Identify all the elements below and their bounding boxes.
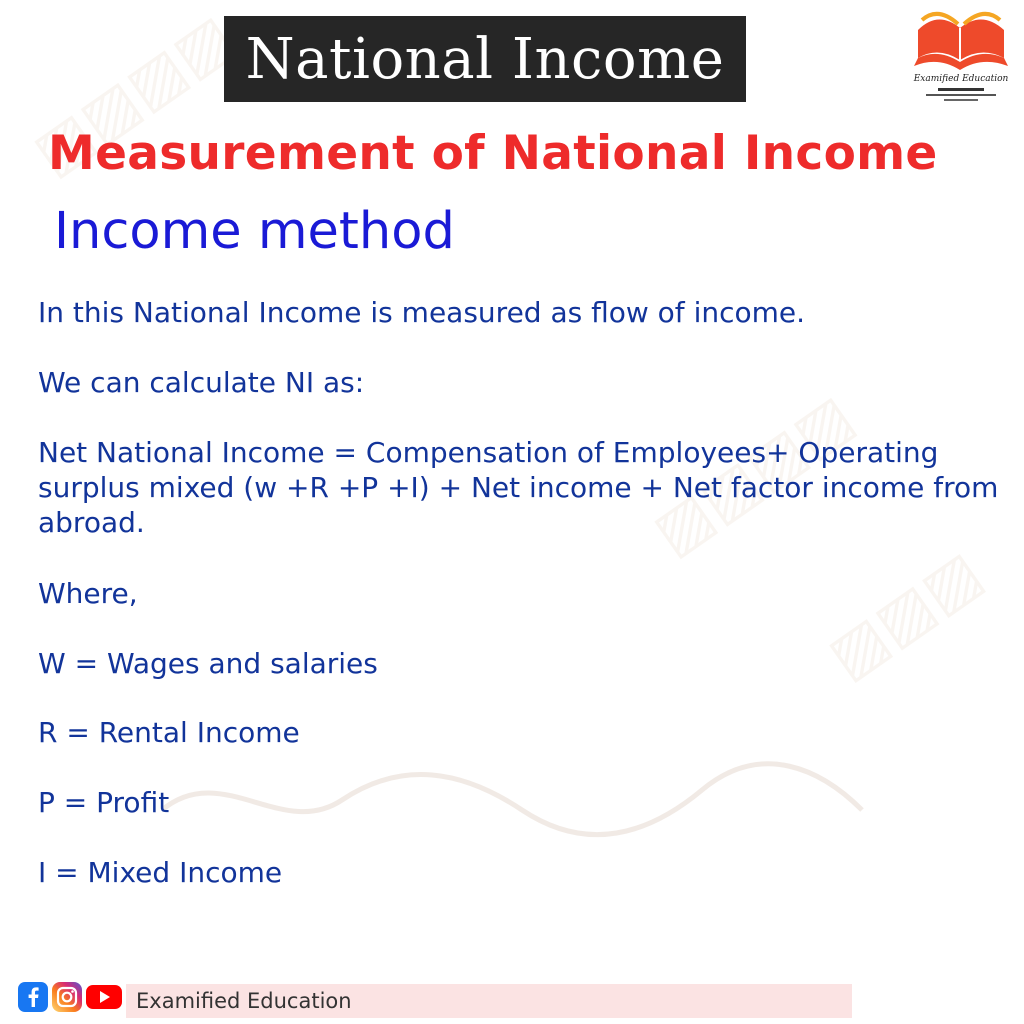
intro-paragraph: In this National Income is measured as flow of income.: [38, 296, 806, 329]
footer-brand-text: Examified Education: [136, 989, 352, 1013]
definition-rent: R = Rental Income: [38, 716, 300, 749]
section-heading: Measurement of National Income: [48, 126, 938, 181]
logo-tagline-line: [944, 99, 978, 101]
method-subheading: Income method: [54, 202, 455, 261]
watermark: ▨▨▨▨: [640, 381, 867, 569]
instagram-icon[interactable]: [52, 982, 82, 1012]
definition-profit: P = Profit: [38, 786, 170, 819]
definition-mixed-income: I = Mixed Income: [38, 856, 283, 889]
watermark: ▨▨▨▨: [20, 1, 247, 189]
formula-paragraph: Net National Income = Compensation of Employees+ Operating surplus mixed (w +R +P +I) + Net income + Net factor income from abroad.: [38, 436, 999, 539]
youtube-icon[interactable]: [86, 982, 122, 1012]
page-title: National Income: [245, 26, 725, 92]
logo-text: Examified Education: [913, 74, 1009, 84]
logo-tagline-line: [938, 88, 984, 91]
where-line: Where,: [38, 577, 138, 610]
watermark: ▨▨▨: [815, 537, 995, 693]
logo-tagline-line: [926, 94, 996, 96]
definition-wages: W = Wages and salaries: [38, 647, 378, 680]
title-banner: [224, 16, 746, 102]
facebook-icon[interactable]: [18, 982, 48, 1012]
calculate-line: We can calculate NI as:: [38, 366, 365, 399]
